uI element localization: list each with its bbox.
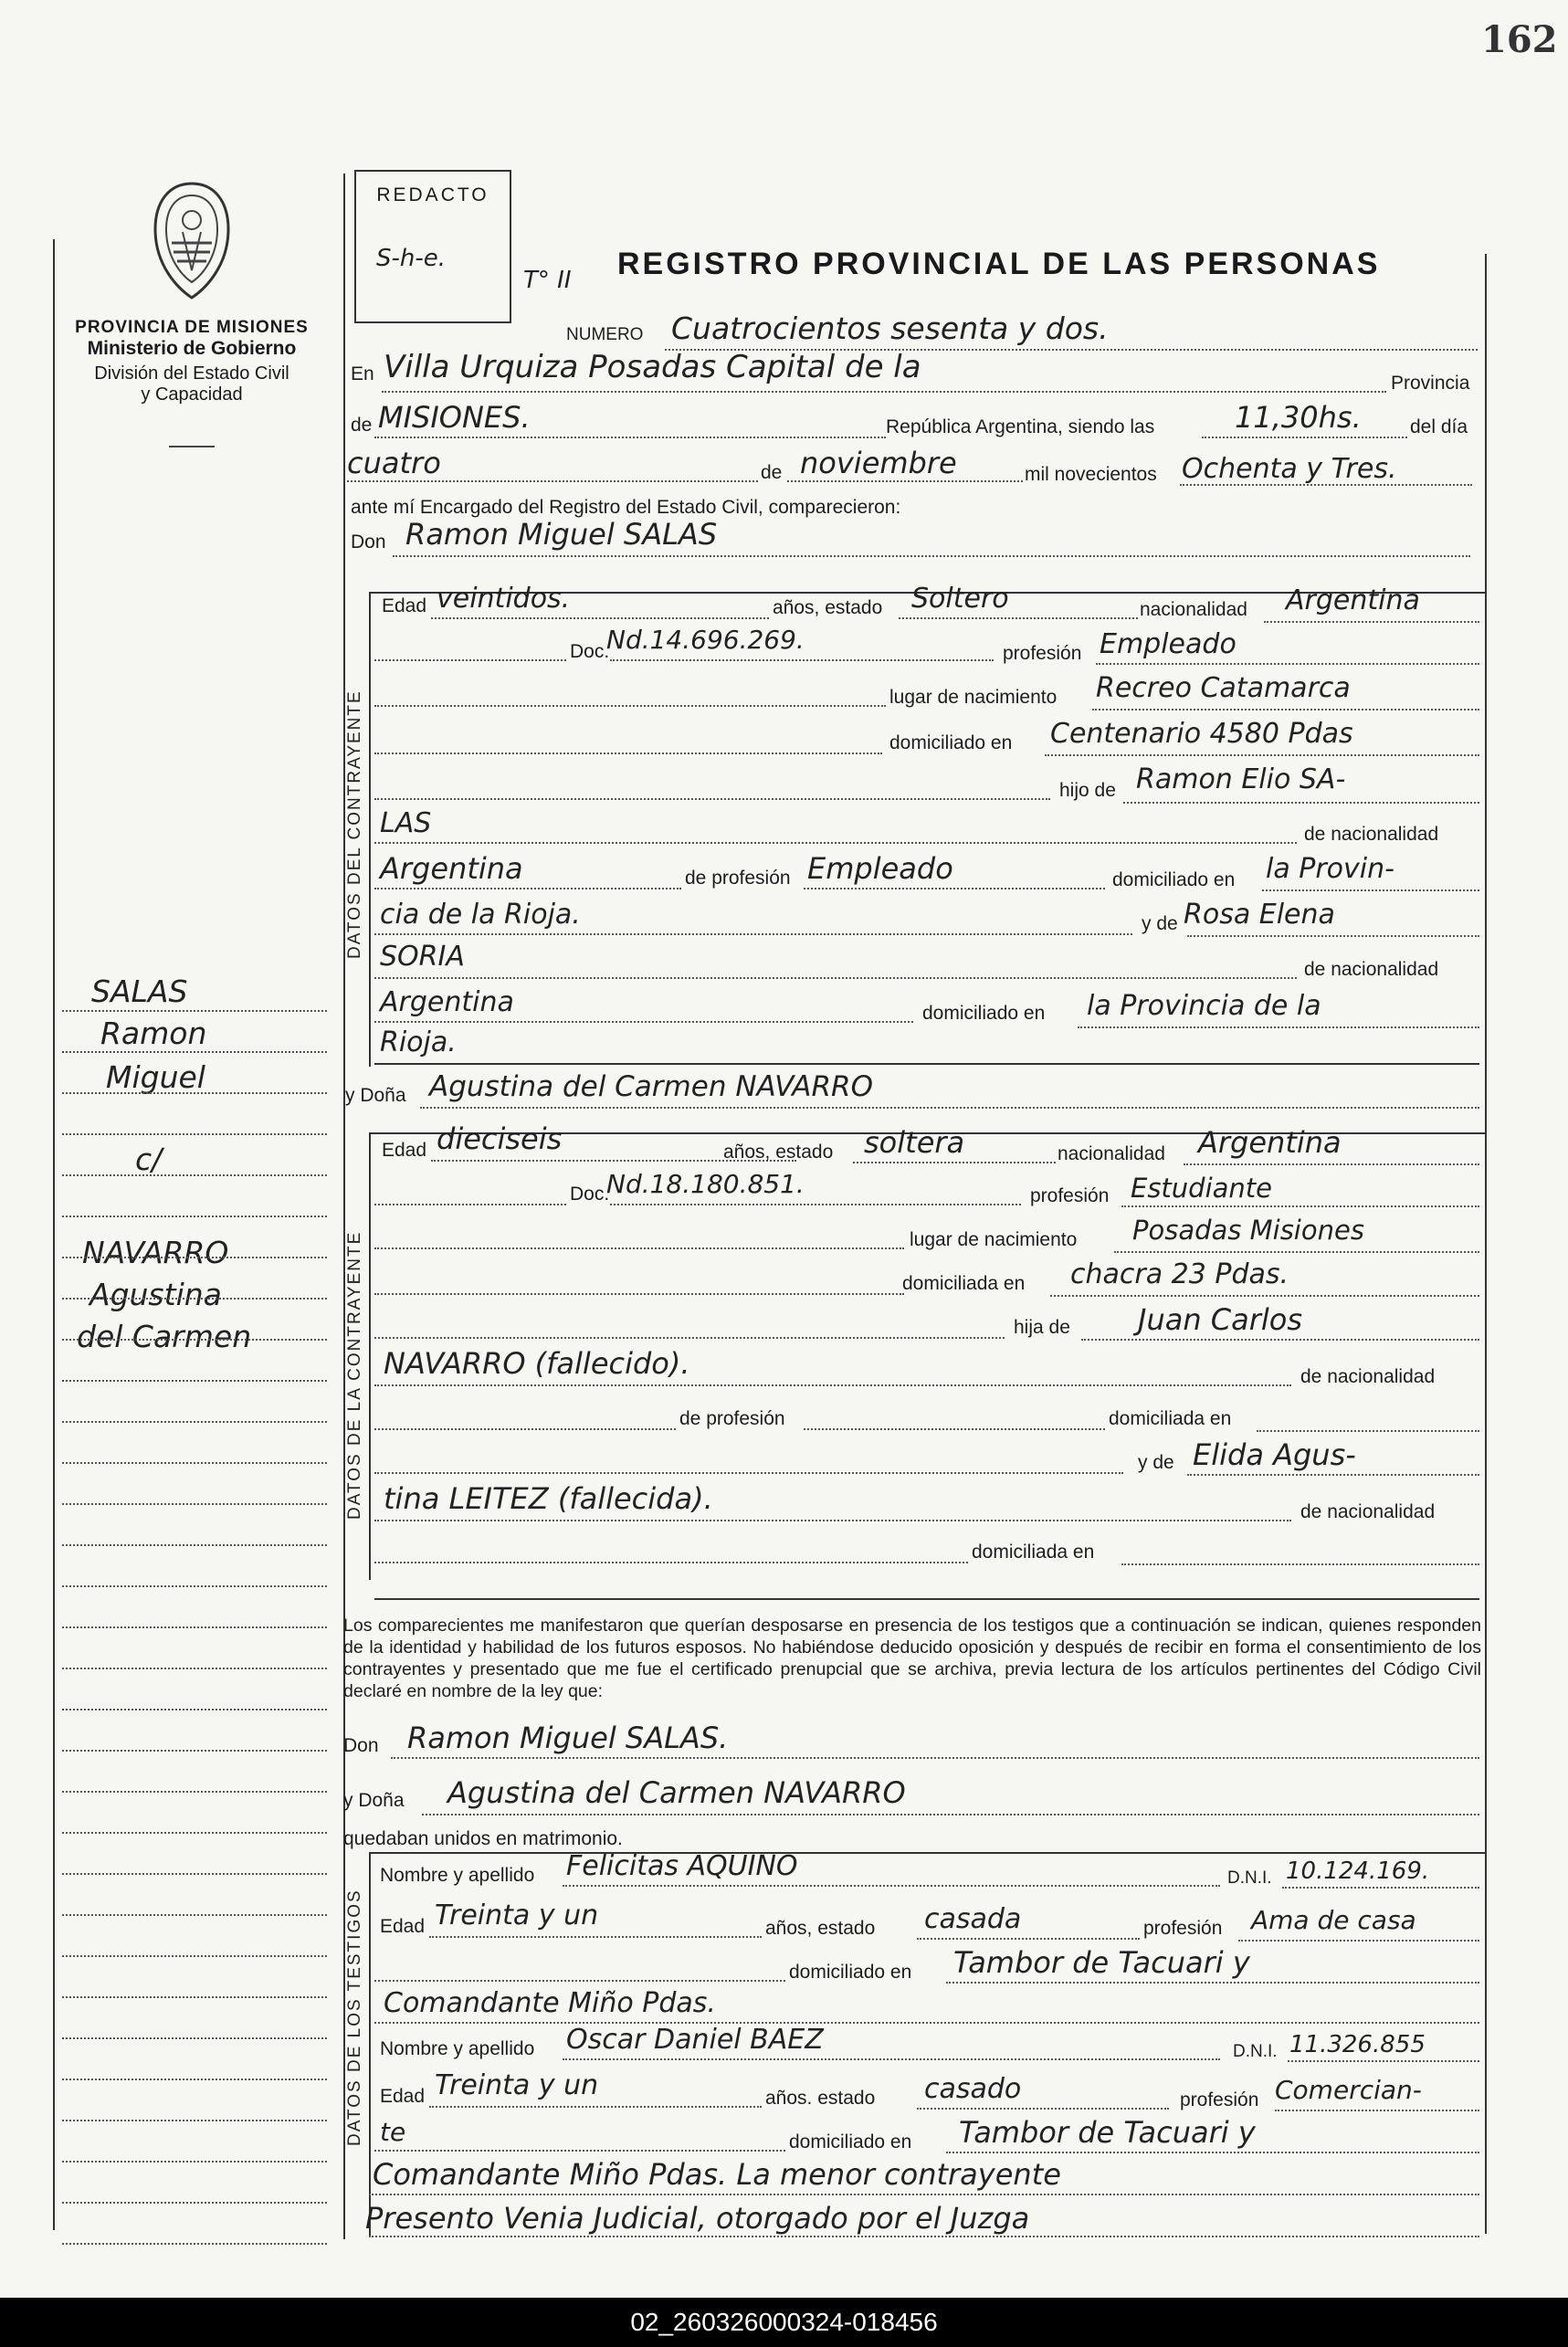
w2-prof-b: te [380,2117,406,2147]
w2-name: Oscar Daniel BAEZ [566,2024,824,2056]
groom-doc-label: Doc. [570,641,610,662]
margin-rule [62,1585,327,1587]
margin-rule [62,1092,327,1094]
margin-rule [62,1750,327,1752]
bride-section-border [369,1132,371,1580]
groom-doc: Nd.14.696.269. [606,625,805,655]
w1-name-label: Nombre y apellido [380,1865,535,1886]
de-label: de [351,415,373,436]
w1-dom-a: Tambor de Tacuari y [953,1945,1250,1980]
groom-father-nat-lead [374,842,1297,844]
w1-edad: Treinta y un [435,1900,599,1931]
groom-mother-dom-line [1078,1026,1479,1028]
w2-dom-line [946,2152,1479,2153]
margin-index [58,968,332,2247]
bride-mother-nat-lead [374,1520,1291,1521]
bride-father-nat-lead [374,1384,1291,1386]
margin-surname-1: SALAS [91,974,188,1009]
closing-note-a-line [369,2194,1479,2195]
w2-edad-label: Edad [380,2086,426,2107]
w2-dom-label: domiciliado en [789,2131,912,2152]
place-line [382,391,1386,393]
w2-edad-line [429,2106,762,2108]
w1-dom-line [946,1982,1479,1984]
groom-estado-line [899,617,1138,619]
groom-mother-nat-line [374,1021,913,1023]
redacto-label: REDACTO [376,184,489,205]
w2-name-label: Nombre y apellido [380,2038,535,2059]
bride-lugar: Posadas Misiones [1132,1215,1364,1246]
bride-domicilio: chacra 23 Pdas. [1070,1258,1289,1290]
margin-rule [62,1133,327,1135]
bride-hija-lead [374,1337,1005,1339]
groom-edad-label: Edad [382,595,427,616]
bride-prof-label: profesión [1030,1185,1110,1206]
w1-prof-label: profesión [1143,1918,1223,1939]
margin-rule [62,1051,327,1053]
decl-bride: Agustina del Carmen NAVARRO [447,1775,906,1810]
groom-father-nat-label: de nacionalidad [1304,824,1439,845]
witness-section-top [369,1852,1485,1854]
bride-doc-line [610,1204,1021,1205]
bride-mother-dom-line [1121,1563,1479,1565]
bride-father-a: Juan Carlos [1138,1302,1303,1337]
margin-rule [62,2202,327,2204]
margin-rule [62,1544,327,1546]
bride-doc-label: Doc. [570,1184,610,1205]
bride-father-nat-line [374,1428,676,1430]
w2-dni: 11.326.855 [1289,2031,1426,2058]
place-value: Villa Urquiza Posadas Capital de la [384,349,921,385]
margin-rule [62,1832,327,1834]
w2-dni-label: D.N.I. [1233,2042,1278,2061]
bride-hija-label: hija de [1014,1317,1070,1338]
bride-name: Agustina del Carmen NAVARRO [429,1070,873,1103]
w1-dni-line [1282,1887,1479,1889]
bride-mother-line [1187,1474,1479,1476]
redacto-value: S-h-e. [376,245,447,272]
bride-father-b: NAVARRO (fallecido). [384,1346,690,1381]
w2-edad: Treinta y un [435,2069,599,2101]
bride-dom-label: domiciliada en [902,1273,1026,1294]
bride-lugar-line [1114,1251,1479,1253]
bride-nacionalidad: Argentina [1198,1125,1342,1160]
division-line-1: División del Estado Civil [94,363,289,384]
hour-value: 11,30hs. [1235,400,1362,435]
bride-mother-dom-lead [374,1562,968,1563]
groom-domicilio: Centenario 4580 Pdas [1050,718,1353,750]
w2-dni-line [1288,2060,1479,2062]
bride-profesion: Estudiante [1131,1173,1273,1204]
groom-lugar-label: lugar de nacimiento [889,687,1058,708]
decl-dona-label: y Doña [343,1790,405,1811]
division-line-2: y Capacidad [141,384,243,405]
bride-mother-nat-label: de nacionalidad [1300,1501,1436,1522]
province-heading: PROVINCIA DE MISIONES [75,318,309,337]
del-dia-label: del día [1410,416,1468,437]
w2-name-line [563,2058,1220,2060]
groom-dom-label: domiciliado en [889,732,1013,753]
groom-mother-nat-label: de nacionalidad [1304,959,1439,980]
bride-name-line [420,1107,1479,1109]
hour-line [1202,437,1407,438]
w2-prof: Comercian- [1275,2075,1422,2105]
margin-given-2b: del Carmen [77,1319,252,1354]
tomo-note: T° II [523,267,572,294]
mil-label: mil novecientos [1025,464,1157,485]
margin-rule [62,1462,327,1464]
bride-section-bottom [374,1598,1479,1600]
closing-note-b: Presento Venia Judicial, otorgado por el Juzga [365,2201,1030,2236]
groom-dom-line [1045,754,1479,756]
groom-name: Ramon Miguel SALAS [405,517,718,552]
groom-doc-lead [374,659,566,661]
year-value: Ochenta y Tres. [1182,453,1397,485]
month-line [787,480,1023,482]
groom-father-prof-label: de profesión [685,868,791,889]
bride-mother-dom-label: domiciliada en [972,1542,1095,1563]
page-number: 162 [1481,18,1558,61]
margin-rule [62,1257,327,1258]
groom-mother-b: SORIA [380,941,465,973]
provincia-label: Provincia [1391,373,1470,394]
groom-mother-nat: Argentina [380,986,514,1018]
bride-mother-label: y de [1138,1452,1174,1473]
groom-nac-line [1264,621,1479,623]
groom-edad: veintidos. [437,583,571,615]
groom-hijo-lead [374,798,1050,800]
bride-prof-line [1121,1205,1479,1207]
margin-rule [62,2243,327,2245]
w1-estado-line [917,1938,1140,1940]
margin-rule [62,1380,327,1382]
decl-bride-line [422,1814,1479,1816]
w2-prof-label: profesión [1180,2089,1259,2110]
groom-lugar: Recreo Catamarca [1096,672,1351,704]
bride-father-nat-label: de nacionalidad [1300,1366,1436,1387]
groom-mother-line [1187,935,1479,937]
bride-mother-lead [374,1472,1123,1474]
day-value: cuatro [347,446,441,480]
margin-rule [62,1955,327,1957]
margin-rule [62,1010,327,1012]
w1-dom-b-line [374,2022,1479,2024]
closing-note-b-line [369,2236,1479,2237]
groom-nacionalidad: Argentina [1286,584,1420,616]
bride-edad: dieciseis [437,1121,563,1156]
groom-lugar-lead [374,705,886,707]
bride-father-dom-label: domiciliada en [1109,1408,1232,1429]
w1-prof-line [1238,1940,1479,1942]
decl-closing: quedaban unidos en matrimonio. [343,1828,623,1849]
footer-id: 02_260326000324-018456 [630,2308,938,2336]
groom-section-bottom [374,1063,1479,1065]
heading-rule [169,446,215,447]
margin-rule [62,2037,327,2039]
groom-profesion: Empleado [1100,628,1237,660]
w1-dom-b: Comandante Miño Pdas. [384,1987,716,2019]
margin-conj: c/ [135,1142,163,1177]
w1-name-line [563,1885,1220,1887]
decl-groom: Ramon Miguel SALAS. [407,1721,729,1755]
groom-dom-lead [374,753,882,754]
ante-text: ante mí Encargado del Registro del Estado Civil, comparecieron: [351,497,901,518]
margin-given-1a: Ramon [100,1016,207,1051]
margin-rule [62,1339,327,1341]
w1-dom-label: domiciliado en [789,1962,912,1983]
bride-estado-line [853,1162,1056,1163]
form-right-border [1485,254,1487,2234]
groom-mother-label: y de [1142,913,1178,934]
province-line [374,437,886,438]
month-de-label: de [761,462,783,483]
bride-father-line [1081,1339,1479,1341]
bride-lugar-label: lugar de nacimiento [910,1229,1078,1250]
margin-rule [62,1174,327,1176]
don-label: Don [351,531,386,553]
groom-father-line [1123,802,1479,804]
groom-father-prof-line [804,888,1105,889]
bride-estado: soltera [864,1125,965,1160]
groom-mother-dom-a: la Provincia de la [1087,990,1321,1022]
bride-dom-lead [374,1293,904,1295]
groom-father-dom-b: cia de la Rioja. [380,899,581,931]
bride-edad-label: Edad [382,1140,427,1161]
decl-don-label: Don [343,1735,379,1756]
groom-mother-lead [374,933,1132,935]
bride-anos-label: años, estado [723,1142,834,1163]
groom-father-prof: Empleado [807,851,953,886]
republica-label: República Argentina, siendo las [886,416,1155,437]
witness-section-title: DATOS DE LOS TESTIGOS [345,1889,364,2146]
bride-nac-label: nacionalidad [1058,1143,1165,1164]
margin-rule [62,1503,327,1505]
w1-dom-lead [374,1980,785,1982]
ministry-heading: Ministerio de Gobierno [87,338,297,359]
en-label: En [351,363,374,384]
groom-edad-line [431,617,769,619]
margin-rule [62,2120,327,2121]
left-border [53,239,55,2230]
w1-anos-label: años, estado [765,1918,876,1939]
coat-of-arms-seal [146,179,237,302]
groom-father-dom-label: domiciliado en [1112,869,1236,890]
province-value: MISIONES. [378,400,531,435]
margin-rule [62,1914,327,1916]
bride-father-prof-label: de profesión [679,1408,785,1429]
groom-estado: Soltero [911,583,1009,615]
bride-mother-b: tina LEITEZ (fallecida). [384,1481,713,1516]
groom-mother-dom-label: domiciliado en [922,1003,1046,1024]
day-line [347,480,758,482]
bride-doc: Nd.18.180.851. [606,1169,805,1199]
groom-father-nat: Argentina [380,851,523,886]
w1-dni: 10.124.169. [1286,1858,1430,1885]
groom-prof-line [1096,663,1479,665]
w1-estado: casada [924,1903,1022,1935]
w1-edad-line [429,1936,762,1938]
margin-rule [62,1791,327,1793]
groom-father-dom-a: la Provin- [1266,853,1394,885]
groom-mother-a: Rosa Elena [1184,899,1335,931]
margin-rule [62,2079,327,2080]
bride-nac-line [1184,1163,1479,1165]
numero-label: NUMERO [566,325,644,344]
margin-rule [62,1668,327,1669]
margin-rule [62,1421,327,1423]
margin-rule [62,1298,327,1300]
declaration-text: Los comparecientes me manifestaron que querían desposarse en presencia de los testigos que a continuación se indican, quienes responden de la identidad y habilidad de los futuros esposos. No habiéndose deducido oposición y después de recibir en forma el consentimiento de los contrayentes y presentado que me fue el certificado prenupcial que se archiva, previa lectura de los artículos pertinentes del Código Civil declaré en nombre de la ley que: [343,1616,1481,1701]
margin-rule [62,2161,327,2163]
groom-mother-nat-lead [374,977,1297,979]
bride-dom-line [1050,1295,1479,1297]
w2-dom-lead [374,2150,785,2152]
groom-mother-dom-b: Rioja. [380,1026,457,1058]
dona-label: y Doña [345,1085,406,1106]
margin-rule [62,1216,327,1217]
groom-name-line [393,555,1470,557]
groom-father-dom-line [1262,889,1479,891]
bride-father-dom-line [1257,1430,1479,1432]
groom-lugar-line [1092,709,1479,710]
bride-doc-lead [374,1204,566,1205]
w2-prof-line [1275,2110,1479,2111]
groom-section-border [369,592,371,1067]
w1-dni-label: D.N.I. [1227,1868,1272,1888]
bride-lugar-lead [374,1247,904,1249]
groom-section-title: DATOS DEL CONTRAYENTE [345,689,364,959]
decl-groom-line [391,1757,1479,1759]
w1-prof: Ama de casa [1251,1905,1416,1935]
redacto-box [354,170,511,323]
w2-anos-label: años. estado [765,2088,876,2109]
bride-mother-a: Elida Agus- [1193,1437,1356,1472]
margin-rule [62,1709,327,1710]
w1-edad-label: Edad [380,1916,426,1937]
groom-father-b: LAS [380,807,432,839]
groom-father-nat-line [374,888,681,889]
w1-name: Felicitas AQUINO [566,1850,798,1882]
groom-father-a: Ramon Elio SA- [1136,763,1346,795]
numero-value: Cuatrocientos sesenta y dos. [671,310,1109,346]
bride-section-title: DATOS DE LA CONTRAYENTE [345,1230,364,1520]
margin-given-1b: Miguel [106,1059,205,1095]
w2-dom-a: Tambor de Tacuari y [959,2115,1256,2150]
margin-rule [62,1626,327,1628]
closing-note-a: Comandante Miño Pdas. La menor contrayente [373,2157,1061,2192]
margin-surname-2: NAVARRO [82,1235,229,1270]
page-title: REGISTRO PROVINCIAL DE LAS PERSONAS [617,247,1381,281]
groom-nac-label: nacionalidad [1140,599,1247,620]
month-value: noviembre [800,446,957,480]
margin-rule [62,1996,327,1998]
witness-section-border [369,1852,371,2236]
bride-father-prof-line [804,1428,1105,1430]
groom-hijo-label: hijo de [1059,780,1116,801]
margin-rule [62,1873,327,1875]
groom-anos-label: años, estado [773,597,883,618]
footer-bar [0,2298,1568,2347]
groom-doc-line [610,659,994,661]
w2-estado: casado [924,2073,1022,2105]
margin-given-2a: Agustina [89,1277,222,1312]
w2-estado-line [917,2108,1169,2110]
groom-prof-label: profesión [1003,643,1082,664]
